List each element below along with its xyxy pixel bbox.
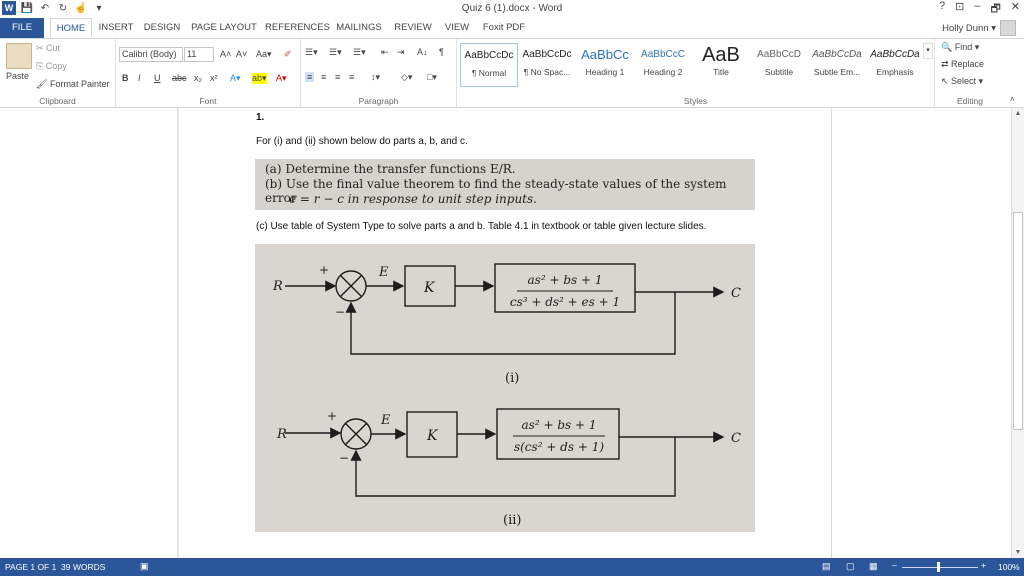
style-title[interactable] (692, 43, 750, 87)
diagram-ii-error-label: E (381, 413, 391, 428)
format-painter-button[interactable]: 🖌 Format Painter (36, 79, 110, 89)
diagram-i-minus-sign: − (335, 305, 346, 319)
paste-icon[interactable] (6, 43, 32, 69)
diagram-i-gain-label: K (424, 280, 435, 296)
customize-qat-icon[interactable]: ▾ (96, 2, 102, 14)
cut-label: Cut (46, 43, 61, 53)
diagram-ii-numerator: as² + bs + 1 (521, 418, 597, 432)
window-title: Quiz 6 (1).docx - Word (461, 3, 563, 14)
numbering-button[interactable]: ☰▾ (329, 47, 342, 57)
paragraph-group-label: Paragraph (358, 96, 399, 106)
find-label: Find ▾ (954, 42, 980, 52)
diagram-ii-caption: (ii) (503, 513, 522, 528)
diagram-ii-plus-sign: + (327, 409, 338, 423)
styles-group-label: Styles (683, 96, 708, 106)
tab-file[interactable]: FILE (0, 18, 44, 38)
diagram-i-plus-sign: + (319, 263, 330, 277)
subscript-button[interactable]: x₂ (194, 73, 202, 83)
print-layout-icon[interactable]: ▢ (846, 561, 855, 571)
editing-group-label: Editing (957, 96, 983, 106)
font-name-box[interactable]: Calibri (Body) (119, 47, 183, 62)
select-button[interactable]: ↖ Select ▾ (941, 76, 984, 86)
tab-view[interactable]: VIEW (444, 22, 470, 33)
window-controls (939, 0, 1020, 19)
tab-home[interactable]: HOME (50, 18, 92, 38)
show-marks-button[interactable]: ¶ (439, 47, 444, 57)
user-account[interactable] (942, 20, 1016, 36)
style-sample: AaBbCcDa (812, 49, 862, 60)
block-diagrams (255, 244, 755, 532)
zoom-slider-thumb[interactable] (937, 562, 940, 572)
superscript-button[interactable]: x² (210, 73, 218, 83)
editing-group (935, 39, 1005, 107)
replace-button[interactable]: ⇄ Replace (941, 59, 985, 69)
clipboard-group (0, 39, 116, 107)
strikethrough-button[interactable]: abc (172, 73, 187, 83)
style-heading-2[interactable] (634, 43, 692, 87)
redo-icon[interactable]: ↻ (58, 2, 68, 14)
tab-references[interactable]: REFERENCES (265, 22, 330, 33)
diagram-ii-minus-sign: − (339, 451, 350, 465)
scrollbar-thumb[interactable] (1013, 212, 1023, 430)
collapse-ribbon-icon[interactable]: ˄ (1010, 95, 1015, 104)
left-margin-area (0, 108, 178, 558)
part-b-equation: e = r − c in response to unit step inputs. (289, 192, 537, 206)
align-right-button[interactable]: ≡ (335, 72, 341, 82)
restore-icon[interactable]: 🗗 (990, 3, 1001, 15)
style-name: Heading 2 (643, 67, 683, 77)
style-sample: AaBbCcDa (870, 49, 920, 60)
align-left-button[interactable]: ≡ (307, 72, 313, 82)
tab-insert[interactable]: INSERT (98, 22, 134, 33)
tab-foxit-pdf[interactable]: Foxit PDF (482, 22, 526, 33)
right-margin-area (831, 108, 1011, 558)
status-bar (0, 558, 1024, 576)
proofing-icon[interactable]: ▣ (140, 561, 149, 571)
part-a-text: (a) Determine the transfer functions E/R. (265, 162, 516, 176)
zoom-out-icon[interactable]: – (892, 560, 897, 570)
scroll-down-icon[interactable]: ▼ (1014, 549, 1022, 556)
avatar (1000, 20, 1016, 36)
zoom-level[interactable]: 100% (998, 562, 1020, 572)
part-b-text: (b) Use the final value theorem to find the steady-state values of the system error (265, 177, 727, 205)
diagram-i-input-label: R (273, 279, 283, 294)
select-label: Select ▾ (951, 76, 984, 86)
question-intro: For (i) and (ii) shown below do parts a, b, and c. (256, 136, 468, 147)
copy-button[interactable]: ⎘ Copy (36, 61, 67, 71)
word-logo-icon: W (2, 1, 16, 15)
replace-label: Replace (951, 59, 985, 69)
cut-button[interactable]: ✂ Cut (36, 43, 61, 53)
zoom-in-icon[interactable]: + (981, 560, 986, 570)
highlight-button[interactable]: ab▾ (252, 73, 267, 83)
clear-formatting-icon[interactable]: ✐ (284, 49, 292, 59)
style-name: Subtitle (764, 67, 794, 77)
document-page[interactable] (179, 108, 831, 558)
undo-icon[interactable]: ↶ (40, 2, 50, 14)
decrease-indent-button[interactable]: ⇤ (381, 47, 389, 57)
scroll-up-icon[interactable]: ▲ (1014, 110, 1022, 117)
question-number: 1. (256, 112, 265, 123)
tab-design[interactable]: DESIGN (143, 22, 181, 33)
shading-button[interactable]: ◇▾ (401, 72, 413, 82)
parts-image (255, 159, 755, 210)
paragraph-group (301, 39, 457, 107)
diagram-ii-gain-label: K (427, 428, 438, 444)
clipboard-group-label: Clipboard (39, 96, 76, 106)
diagram-i-denominator: cs³ + ds² + es + 1 (509, 295, 621, 309)
ribbon-tabs (0, 18, 1024, 38)
borders-button[interactable]: □▾ (427, 72, 437, 82)
style-sample: AaBbCcD (757, 49, 801, 60)
style-sample: AaBbCc (581, 47, 629, 62)
style-name: ¶ Normal (471, 68, 507, 78)
style-name: Title (713, 67, 729, 77)
diagram-i-numerator: as² + bs + 1 (527, 273, 603, 287)
style-subtle-emphasis[interactable] (808, 43, 866, 87)
style-name: Heading 1 (585, 67, 625, 77)
diagram-i-output-label: C (731, 286, 741, 301)
underline-button[interactable]: U (154, 73, 161, 83)
multilevel-list-button[interactable]: ☰▾ (353, 47, 366, 57)
part-c-text: (c) Use table of System Type to solve parts a and b. Table 4.1 in textbook or table given lecture slides. (256, 221, 707, 232)
bold-button[interactable]: B (122, 73, 129, 83)
style-name: ¶ No Spac... (523, 67, 571, 77)
touch-mode-icon[interactable]: ☝ (74, 2, 88, 14)
block-diagram-image (255, 244, 755, 532)
font-size-box[interactable]: 11 (184, 47, 214, 62)
styles-more-icon[interactable]: ▾ (923, 43, 933, 59)
style-subtitle[interactable] (750, 43, 808, 87)
paste-button[interactable]: Paste (6, 71, 30, 81)
justify-button[interactable]: ≡ (349, 72, 355, 82)
style-sample: AaB (702, 44, 740, 66)
line-spacing-button[interactable]: ↕▾ (371, 72, 381, 82)
style-normal[interactable] (460, 43, 518, 87)
help-icon[interactable]: ? (938, 0, 946, 12)
minimize-icon[interactable]: – (974, 0, 981, 12)
font-group-label: Font (199, 96, 217, 106)
style-name: Emphasis (876, 67, 914, 77)
tab-page-layout[interactable]: PAGE LAYOUT (191, 22, 257, 33)
diagram-ii-denominator: s(cs² + ds + 1) (513, 440, 605, 454)
shrink-font-button[interactable]: A˅ (236, 49, 248, 59)
diagram-i-error-label: E (379, 265, 389, 280)
read-mode-icon[interactable]: ▤ (822, 561, 831, 571)
tab-mailings[interactable]: MAILINGS (336, 22, 382, 33)
font-group (116, 39, 301, 107)
styles-group (457, 39, 935, 107)
ribbon (0, 38, 1024, 108)
style-sample: AaBbCcC (641, 49, 685, 60)
title-bar (0, 0, 1024, 18)
save-icon[interactable]: 💾 (20, 2, 34, 14)
font-color-button[interactable]: A▾ (276, 73, 287, 83)
user-name: Holly Dunn ▾ (942, 22, 996, 34)
style-heading-1[interactable] (576, 43, 634, 87)
find-button[interactable]: 🔍 Find ▾ (941, 42, 980, 52)
page-count[interactable]: PAGE 1 OF 1 (5, 562, 57, 572)
ribbon-display-icon[interactable]: ⊡ (955, 1, 965, 13)
italic-button[interactable]: I (138, 73, 141, 83)
web-layout-icon[interactable]: ▦ (869, 561, 878, 571)
format-painter-label: Format Painter (49, 79, 110, 89)
copy-label: Copy (45, 61, 67, 71)
sort-button[interactable]: A↓ (417, 47, 428, 57)
word-count[interactable]: 39 WORDS (61, 562, 106, 572)
style-emphasis[interactable] (866, 43, 924, 87)
vertical-scrollbar[interactable] (1011, 108, 1024, 558)
zoom-slider[interactable] (902, 567, 978, 568)
style-no-spacing[interactable] (518, 43, 576, 87)
bullets-button[interactable]: ☰▾ (305, 47, 318, 57)
style-sample: AaBbCcDc (464, 50, 514, 61)
diagram-ii-output-label: C (731, 431, 741, 446)
close-icon[interactable]: ✕ (1010, 1, 1020, 13)
increase-indent-button[interactable]: ⇥ (397, 47, 405, 57)
change-case-button[interactable]: Aa▾ (256, 49, 272, 59)
tab-review[interactable]: REVIEW (394, 22, 432, 33)
center-button[interactable]: ≡ (321, 72, 327, 82)
diagram-ii-input-label: R (277, 427, 287, 442)
grow-font-button[interactable]: A˄ (220, 49, 232, 59)
text-effects-button[interactable]: A▾ (230, 73, 241, 83)
style-sample: AaBbCcDc (522, 49, 572, 60)
style-name: Subtle Em... (813, 67, 861, 77)
document-area (0, 108, 1024, 558)
diagram-i-caption: (i) (505, 371, 520, 386)
